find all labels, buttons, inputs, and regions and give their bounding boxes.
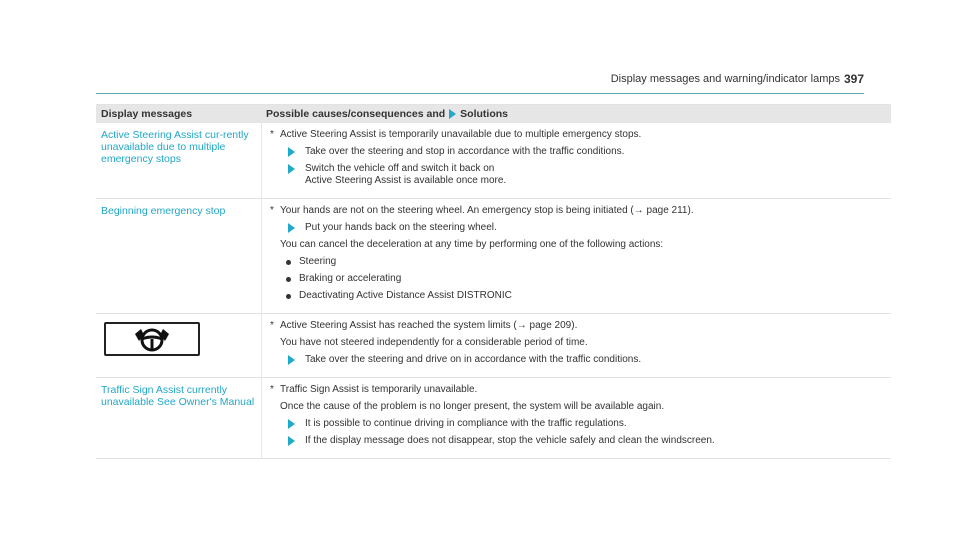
solution-text: [305, 163, 506, 187]
solution-item: [288, 163, 885, 187]
note-text: Once the cause of the problem is no longer present, the system will be available again.: [280, 401, 665, 412]
solution-text: It is possible to continue driving in compliance with the traffic regulations.: [305, 418, 627, 429]
solution-item: [288, 222, 885, 234]
cause-line: [270, 129, 885, 141]
table-row: [96, 199, 891, 314]
solution-text: Take over the steering and stop in accordance with the traffic conditions.: [305, 146, 625, 157]
bullet-icon: [286, 260, 291, 265]
section-title: Display messages and warning/indicator lamps: [610, 73, 840, 85]
table-row: [96, 378, 891, 459]
cause-cell: [262, 314, 891, 377]
cause-line: [270, 384, 885, 396]
messages-table: [96, 104, 891, 459]
col-header-messages: Display messages: [101, 108, 193, 120]
solution-arrow-icon: [288, 355, 295, 365]
header-divider: [96, 93, 864, 94]
cause-text: Your hands are not on the steering wheel. An emergency stop is being initiated (→ page 211).: [280, 205, 694, 216]
list-item: [286, 256, 885, 268]
list-item: [286, 273, 885, 285]
solution-arrow-icon: [288, 164, 295, 174]
asterisk-marker: *: [270, 320, 274, 331]
message-cell: [96, 314, 262, 377]
solution-line: Switch the vehicle off and switch it back on: [305, 163, 495, 174]
steering-wheel-svg: [129, 326, 175, 352]
bullet-icon: [286, 294, 291, 299]
asterisk-marker: *: [270, 205, 274, 216]
message-cell: Beginning emergency stop: [96, 199, 262, 313]
solution-arrow-icon: [449, 109, 456, 119]
steering-wheel-hands-icon: [104, 322, 200, 356]
solution-arrow-icon: [288, 223, 295, 233]
col-header-solutions-label: Solutions: [460, 108, 509, 120]
solution-text: Take over the steering and drive on in accordance with the traffic conditions.: [305, 354, 642, 365]
list-item: [286, 290, 885, 302]
table-row: [96, 123, 891, 199]
table-row: [96, 314, 891, 378]
solution-text: If the display message does not disappear, stop the vehicle safely and clean the windscreen.: [305, 435, 715, 446]
note-text: You can cancel the deceleration at any time by performing one of the following actions:: [280, 239, 664, 250]
note-text: You have not steered independently for a considerable period of time.: [280, 337, 588, 348]
page-number: 397: [843, 72, 864, 86]
solution-arrow-icon: [288, 436, 295, 446]
bullet-text: Deactivating Active Distance Assist DISTRONIC: [299, 290, 512, 301]
cause-line: [270, 205, 885, 217]
cause-cell: [262, 199, 891, 313]
solution-text: Put your hands back on the steering wheel.: [305, 222, 497, 233]
solution-item: [288, 418, 885, 430]
solution-item: [288, 435, 885, 447]
message-cell: Traffic Sign Assist currently unavailable See Owner's Manual: [96, 378, 262, 458]
col-header-causes-label: Possible causes/consequences and: [266, 108, 446, 120]
solution-item: [288, 354, 885, 366]
bullet-text: Steering: [299, 256, 337, 267]
cause-cell: [262, 378, 891, 458]
solution-result: Active Steering Assist is available once more.: [305, 175, 507, 186]
cause-text: Active Steering Assist is temporarily unavailable due to multiple emergency stops.: [280, 129, 642, 140]
cause-text: Active Steering Assist has reached the system limits (→ page 209).: [280, 320, 578, 331]
solution-arrow-icon: [288, 147, 295, 157]
asterisk-marker: *: [270, 384, 274, 395]
col-header-causes: [262, 108, 891, 120]
message-cell: Active Steering Assist cur-rently unavailable due to multiple emergency stops: [96, 123, 262, 198]
bullet-text: Braking or accelerating: [299, 273, 402, 284]
cause-line: [270, 320, 885, 332]
asterisk-marker: *: [270, 129, 274, 140]
bullet-icon: [286, 277, 291, 282]
table-header: [96, 105, 891, 123]
cause-text: Traffic Sign Assist is temporarily unavailable.: [280, 384, 478, 395]
solution-item: [288, 146, 885, 158]
page-header: [0, 0, 960, 110]
solution-arrow-icon: [288, 419, 295, 429]
cause-cell: [262, 123, 891, 198]
